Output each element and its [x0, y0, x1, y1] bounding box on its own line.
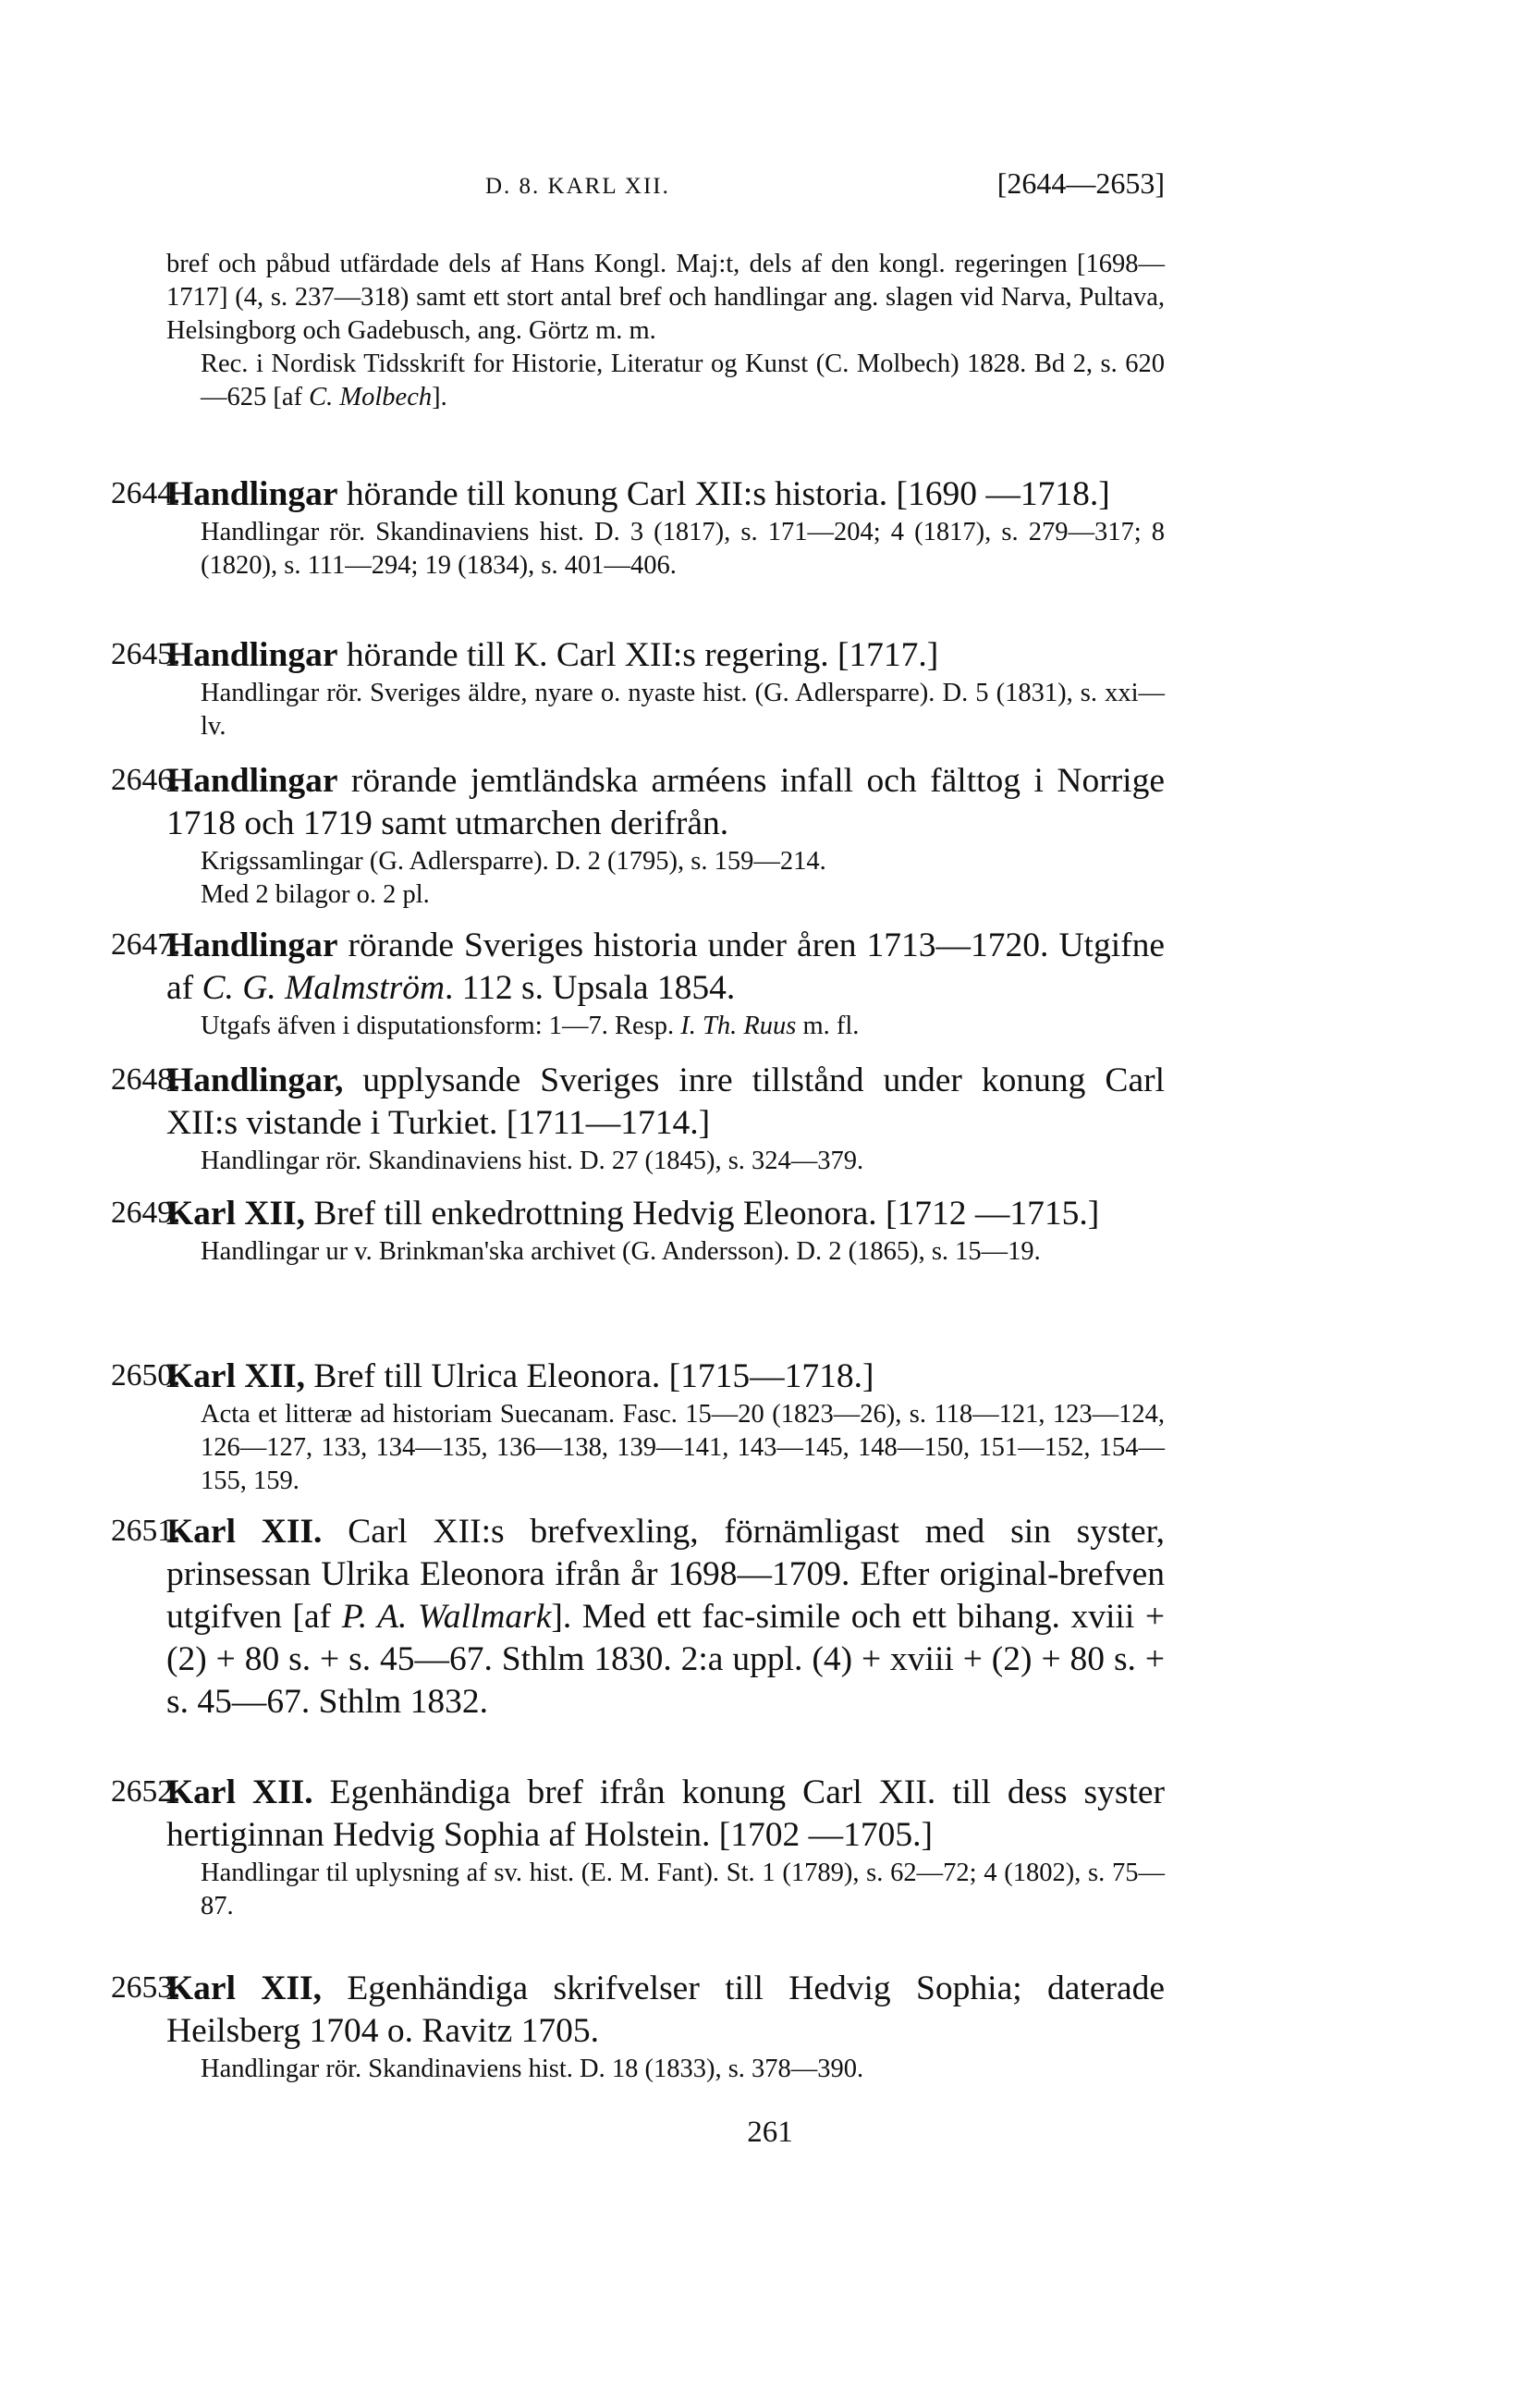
entry-2651 [111, 1511, 1165, 1724]
entry-note: Acta et litteræ ad historiam Suecanam. Fasc. 15—20 (1823—26), s. 118—121, 123—124, 126—127, 133, 134—135, 136—138, 139—141, 143—145, 148—150, 151—152, 154—155, 159. [201, 1400, 1165, 1495]
review-end: ]. [432, 383, 447, 411]
entry-title [166, 473, 1165, 516]
entry-2649 [111, 1193, 1165, 1269]
entry-note: Handlingar ur v. Brinkman'ska archivet (G. Andersson). D. 2 (1865), s. 15—19. [201, 1237, 1041, 1266]
entry-number: 2648. [111, 1062, 181, 1097]
entry-keyword: Handlingar [166, 475, 338, 513]
entry-title-text: rörande jemtländska arméens infall och fälttog i Norrige 1718 och 1719 samt utmarchen derifrån. [166, 762, 1165, 842]
entry-keyword: Handlingar [166, 636, 338, 674]
entry-note: Handlingar rör. Skandinaviens hist. D. 27 (1845), s. 324—379. [201, 1147, 864, 1175]
entry-keyword: Karl XII. [166, 1773, 313, 1811]
entry-title-text: Egenhändiga skrifvelser till Hedvig Sophia; daterade Heilsberg 1704 o. Ravitz 1705. [166, 1969, 1165, 2050]
entry-2647 [111, 925, 1165, 1043]
entry-keyword: Handlingar [166, 762, 338, 800]
page-number: 261 [747, 2116, 793, 2149]
note-text: Utgafs äfven i disputationsform: 1—7. Resp. [201, 1012, 681, 1040]
entry-title [166, 1511, 1165, 1724]
entry-keyword: Karl XII. [166, 1513, 323, 1551]
entry-title [166, 1193, 1165, 1235]
entry-note: Handlingar rör. Skandinaviens hist. D. 18 (1833), s. 378—390. [201, 2055, 864, 2083]
entry-title-text: hörande till konung Carl XII:s historia. [1690 —1718.] [337, 475, 1110, 513]
entry-title-text: upplysande Sveriges inre tillstånd under konung Carl XII:s vistande i Turkiet. [1711—1714.] [166, 1061, 1165, 1142]
review-text: Rec. i Nordisk Tidsskrift for Historie, Literatur og Kunst (C. Molbech) 1828. Bd 2, s. 620—625 [af [201, 350, 1165, 411]
entry-title [166, 760, 1165, 845]
entry-title-text: hörande till K. Carl XII:s regering. [1717.] [337, 636, 939, 674]
section-title: D. 8. KARL XII. [485, 174, 670, 199]
entry-number: 2651. [111, 1514, 181, 1548]
entry-imprint: ]. Med ett fac-simile och ett bihang. xviii + (2) + 80 s. + s. 45—67. Sthlm 1830. 2:a uppl. (4) + xviii + (2) + 80 s. + s. 45—67. Sthlm 1832. [166, 1598, 1165, 1721]
entry-note: Krigssamlingar (G. Adlersparre). D. 2 (1795), s. 159—214. [201, 847, 826, 876]
entry-keyword: Karl XII, [166, 1195, 305, 1233]
entry-title [166, 925, 1165, 1010]
entry-title [166, 1060, 1165, 1145]
entry-number: 2646. [111, 763, 181, 797]
entry-number: 2644. [111, 476, 181, 510]
entry-2644 [111, 473, 1165, 583]
entry-keyword: Handlingar, [166, 1061, 344, 1099]
entry-keyword: Karl XII, [166, 1969, 323, 2007]
entry-imprint: . 112 s. Upsala 1854. [445, 969, 736, 1007]
entry-title-text: Bref till Ulrica Eleonora. [1715—1718.] [305, 1357, 874, 1395]
entry-number: 2650. [111, 1358, 181, 1393]
entry-2645 [111, 634, 1165, 743]
entry-number: 2653. [111, 1970, 181, 2005]
entry-note [166, 1010, 1165, 1043]
running-header [166, 166, 1165, 203]
entry-editor: C. G. Malmström [202, 969, 446, 1007]
note-end: m. fl. [796, 1012, 860, 1040]
entry-2653 [111, 1968, 1165, 2086]
entry-title-text: Egenhändiga bref ifrån konung Carl XII. till dess syster hertiginnan Hedvig Sophia af Holstein. [1702 —1705.] [166, 1773, 1166, 1854]
entry-number: 2652. [111, 1774, 181, 1809]
entry-title [166, 1772, 1165, 1857]
entry-note: Handlingar til uplysning af sv. hist. (E. M. Fant). St. 1 (1789), s. 62—72; 4 (1802), s. 75—87. [201, 1859, 1165, 1920]
entry-keyword: Karl XII, [166, 1357, 305, 1395]
entry-title-text: rörande Sveriges historia under åren 1713—1720. Utgifne af [166, 926, 1165, 1007]
entry-2652 [111, 1772, 1165, 1923]
entry-number: 2647. [111, 927, 181, 962]
continued-entry [166, 248, 1165, 414]
entry-title [166, 634, 1165, 677]
entry-keyword: Handlingar [166, 926, 338, 964]
review-note [166, 348, 1165, 414]
entry-title-text: Carl XII:s brefvexling, förnämligast med sin syster, prinsessan Ulrika Eleonora ifrån år 1698—1709. Efter original-brefven utgifven [af [166, 1513, 1166, 1636]
entry-note: Handlingar rör. Sveriges äldre, nyare o. nyaste hist. (G. Adlersparre). D. 5 (1831), s. xxi—lv. [201, 679, 1165, 741]
note-respondent: I. Th. Ruus [680, 1012, 797, 1040]
entry-title [166, 1968, 1165, 2053]
entry-title [166, 1356, 1165, 1398]
entry-range: [2644—2653] [996, 166, 1165, 200]
entry-2650 [111, 1356, 1165, 1498]
continued-text: bref och påbud utfärdade dels af Hans Kongl. Maj:t, dels af den kongl. regeringen [1698—1717] (4, s. 237—318) samt ett stort antal bref och handlingar ang. slagen vid Narva, Pultava, Helsingborg och Gadebusch, ang. Görtz m. m. [166, 250, 1165, 345]
entry-note: Handlingar rör. Skandinaviens hist. D. 3 (1817), s. 171—204; 4 (1817), s. 279—317; 8 (1820), s. 111—294; 19 (1834), s. 401—406. [201, 518, 1165, 580]
entry-note: Med 2 bilagor o. 2 pl. [201, 880, 430, 909]
entry-2648 [111, 1060, 1165, 1178]
entry-number: 2649. [111, 1196, 181, 1230]
entry-title-text: Bref till enkedrottning Hedvig Eleonora. [1712 —1715.] [305, 1195, 1100, 1233]
entry-2646 [111, 760, 1165, 912]
review-author: C. Molbech [309, 383, 433, 411]
entry-editor: P. A. Wallmark [341, 1598, 552, 1636]
entry-number: 2645. [111, 637, 181, 671]
